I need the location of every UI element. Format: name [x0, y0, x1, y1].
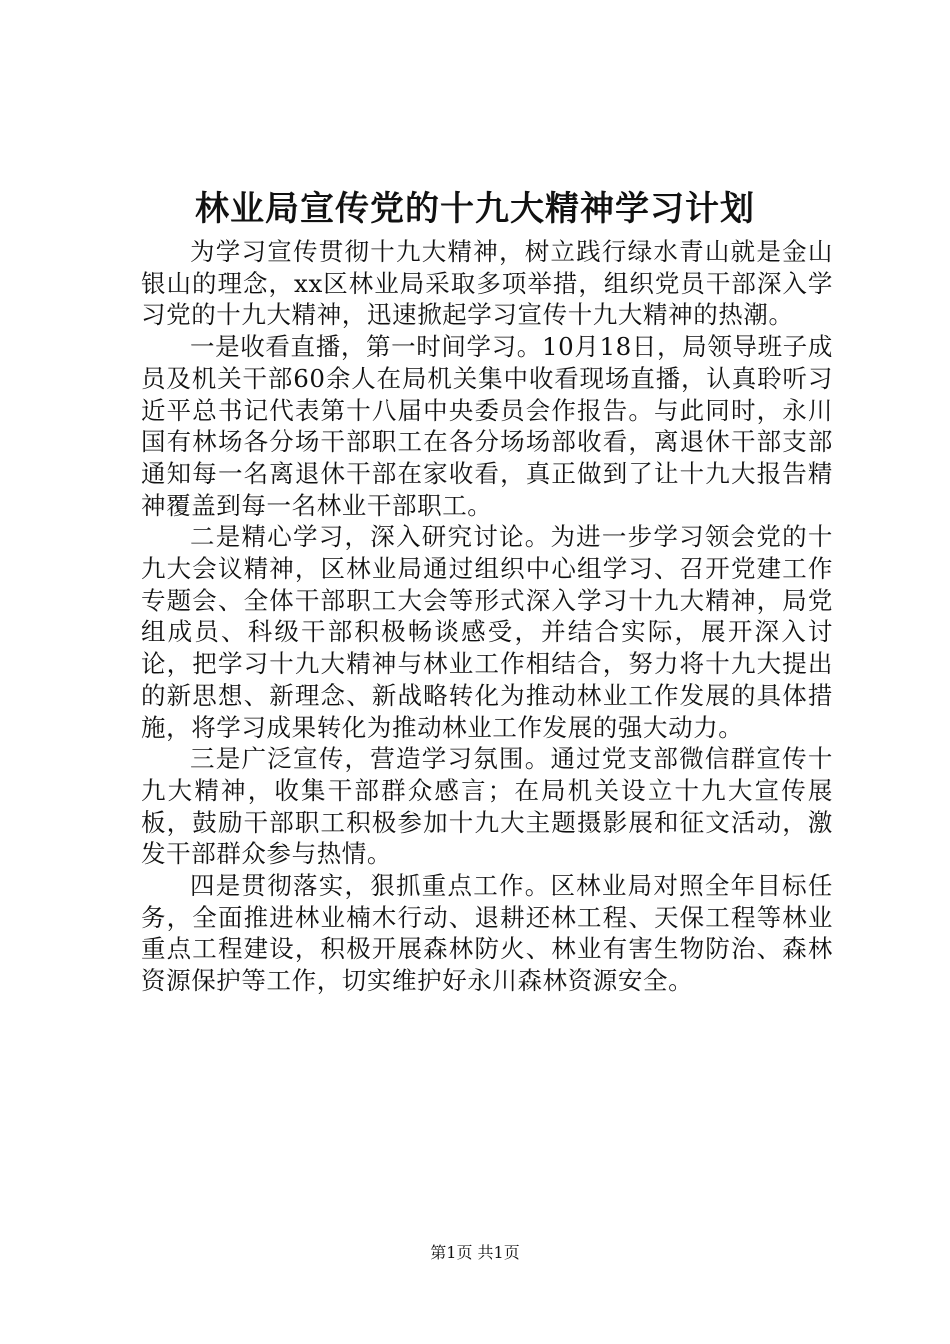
paragraph-intro: 为学习宣传贯彻十九大精神，树立践行绿水青山就是金山银山的理念，xx区林业局采取多项举措，组织党员干部深入学习党的十九大精神，迅速掀起学习宣传十九大精神的热潮。: [141, 237, 833, 330]
paragraph-three: 三是广泛宣传，营造学习氛围。通过党支部微信群宣传十九大精神，收集干部群众感言；在局机关设立十九大宣传展板，鼓励干部职工积极参加十九大主题摄影展和征文活动，激发干部群众参与热情。: [141, 744, 833, 869]
paragraph-one: 一是收看直播，第一时间学习。10月18日，局领导班子成员及机关干部60余人在局机关集中收看现场直播，认真聆听习近平总书记代表第十八届中央委员会作报告。与此同时，永川国有林场各分场干部职工在各分场场部收看，离退休干部支部通知每一名离退休干部在家收看，真正做到了让十九大报告精神覆盖到每一名林业干部职工。: [141, 332, 833, 520]
document-title: 林业局宣传党的十九大精神学习计划: [195, 189, 755, 229]
paragraph-two: 二是精心学习，深入研究讨论。为进一步学习领会党的十九大会议精神，区林业局通过组织中心组学习、召开党建工作专题会、全体干部职工大会等形式深入学习十九大精神，局党组成员、科级干部积极畅谈感受，并结合实际，展开深入讨论，把学习十九大精神与林业工作相结合，努力将十九大提出的新思想、新理念、新战略转化为推动林业工作发展的具体措施，将学习成果转化为推动林业工作发展的强大动力。: [141, 522, 833, 742]
page-footer: 第1页 共1页: [430, 1243, 520, 1262]
paragraph-four: 四是贯彻落实，狠抓重点工作。区林业局对照全年目标任务，全面推进林业楠木行动、退耕还林工程、天保工程等林业重点工程建设，积极开展森林防火、林业有害生物防治、森林资源保护等工作，切实维护好永川森林资源安全。: [141, 871, 833, 996]
document-body: [141, 236, 833, 997]
